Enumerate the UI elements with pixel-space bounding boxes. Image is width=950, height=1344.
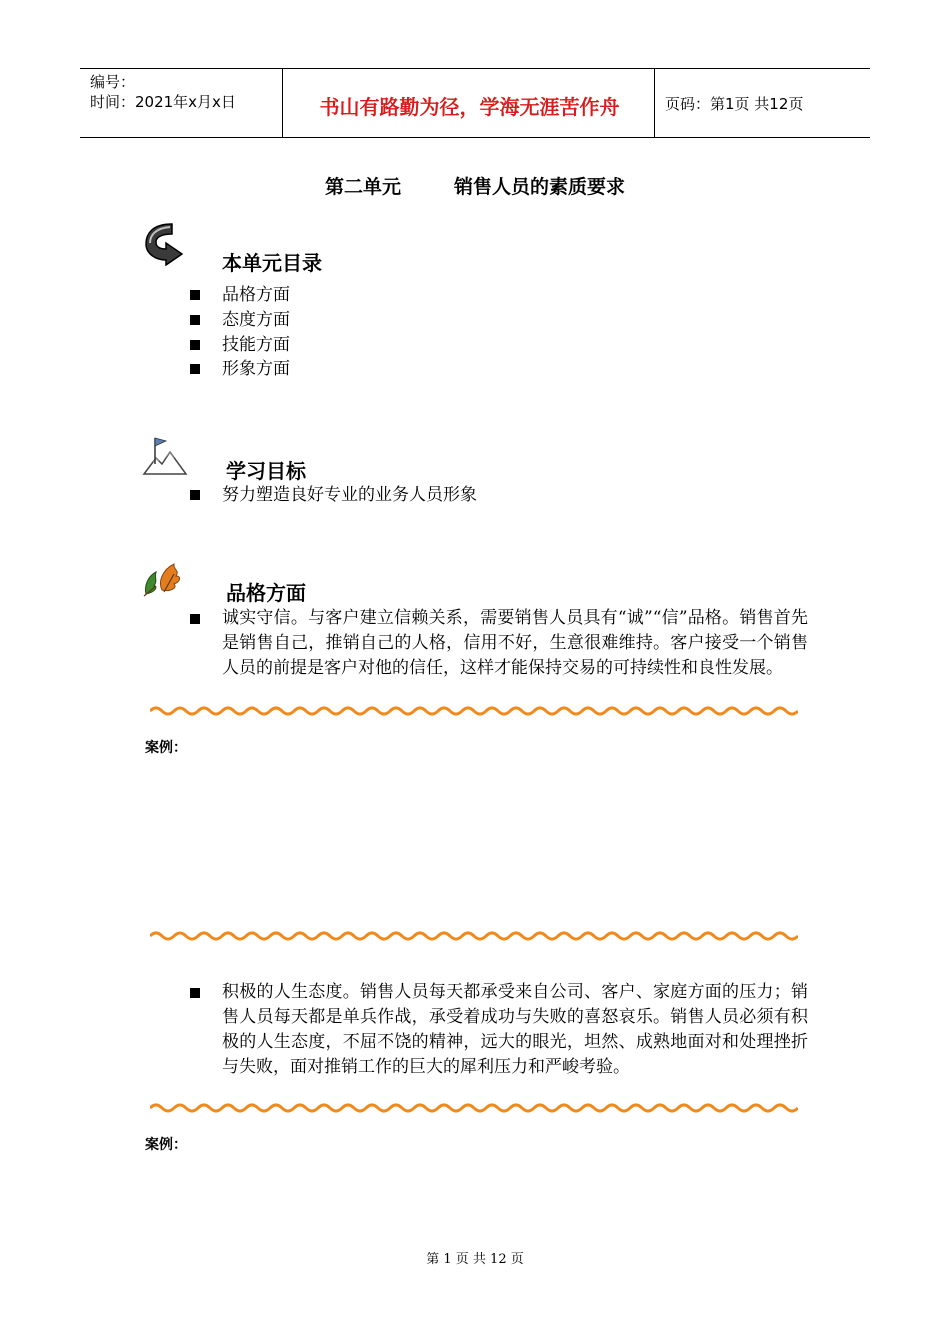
objectives-heading: 学习目标 xyxy=(226,459,306,483)
mountain-flag-icon xyxy=(142,434,188,476)
wavy-divider xyxy=(150,1101,798,1115)
bullet-icon xyxy=(190,490,200,500)
motto: 书山有路勤为径，学海无涯苦作舟 xyxy=(319,95,620,119)
header-meta xyxy=(90,72,236,112)
case-label: 案例： xyxy=(145,740,187,756)
date-label: 时间：2021年x月x日 xyxy=(90,93,236,111)
wavy-divider xyxy=(150,929,798,943)
bullet-icon xyxy=(190,614,200,624)
paragraph-attitude: 积极的人生态度。销售人员每天都承受来自公司、客户、家庭方面的压力；销售人员每天都是单兵作战，承受着成功与失败的喜怒哀乐。销售人员必须有积极的人生态度，不屈不饶的精神，远大的眼光，坦然、成熟地面对和处理挫折与失败，面对推销工作的巨大的犀利压力和严峻考验。 xyxy=(222,982,808,1077)
number-label: 编号： xyxy=(90,73,136,91)
autumn-leaves-icon xyxy=(140,560,190,598)
unit-title: 第二单元 销售人员的素质要求 xyxy=(325,176,625,198)
character-heading: 品格方面 xyxy=(226,581,306,605)
header-table xyxy=(80,68,870,138)
bullet-icon xyxy=(190,315,200,325)
paragraph-honesty: 诚实守信。与客户建立信赖关系，需要销售人员具有“诚”“信”品格。销售首先是销售自己，推销自己的人格，信用不好，生意很难维持。客户接受一个销售人员的前提是客户对他的信任，这样才能保持交易的可持续性和良性发展。 xyxy=(222,608,808,678)
page-code: 页码：第1页 共12页 xyxy=(665,95,804,113)
curved-arrow-icon xyxy=(142,220,186,266)
bullet-icon xyxy=(190,290,200,300)
toc-heading: 本单元目录 xyxy=(222,251,322,275)
case-label: 案例： xyxy=(145,1137,187,1153)
page-footer: 第 1 页 共 12 页 xyxy=(426,1252,524,1267)
bullet-icon xyxy=(190,988,200,998)
bullet-icon xyxy=(190,364,200,374)
wavy-divider xyxy=(150,704,798,718)
bullet-icon xyxy=(190,340,200,350)
